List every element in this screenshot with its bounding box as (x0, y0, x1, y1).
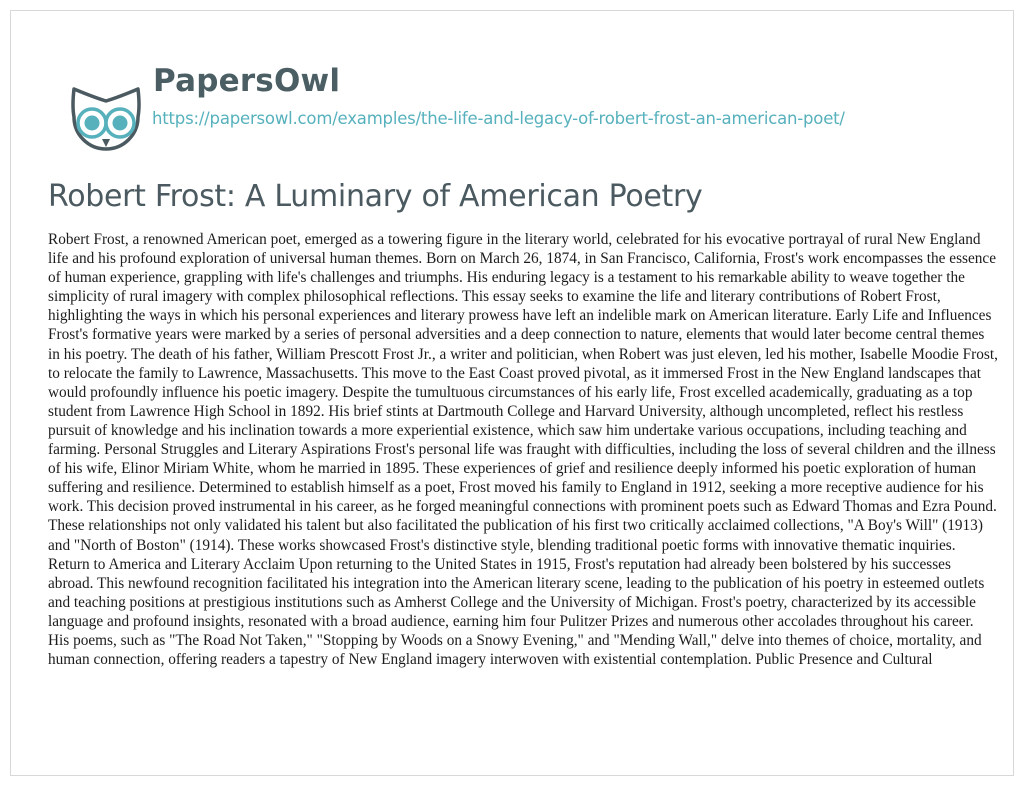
owl-icon (61, 71, 151, 161)
source-url: https://papersowl.com/examples/the-life-and-legacy-of-robert-frost-an-american-poet/ (152, 109, 845, 128)
document-page (10, 10, 1014, 776)
brand-name: PapersOwl (153, 63, 341, 99)
page-title: Robert Frost: A Luminary of American Poetry (48, 179, 703, 214)
essay-body: Robert Frost, a renowned American poet, emerged as a towering figure in the literary world, celebrated for his evocative portrayal of rural New England life and his profound exploration of universal human themes. Born on March 26, 1874, in San Francisco, California, Frost's work encompasses the essence of human experience, grappling with life's challenges and triumphs. His enduring legacy is a testament to his remarkable ability to weave together the simplicity of rural imagery with complex philosophical reflections. This essay seeks to examine the life and literary contributions of Robert Frost, highlighting the ways in which his personal experiences and literary prowess have left an indelible mark on American literature. Early Life and Influences Frost's formative years were marked by a series of personal adversities and a deep connection to nature, elements that would later become central themes in his poetry. The death of his father, William Prescott Frost Jr., a writer and politician, when Robert was just eleven, led his mother, Isabelle Moodie Frost, to relocate the family to Lawrence, Massachusetts. This move to the East Coast proved pivotal, as it immersed Frost in the New England landscapes that would profoundly influence his poetic imagery. Despite the tumultuous circumstances of his early life, Frost excelled academically, graduating as a top student from Lawrence High School in 1892. His brief stints at Dartmouth College and Harvard University, although uncompleted, reflect his restless pursuit of knowledge and his inclination towards a more experiential existence, which saw him undertake various occupations, including teaching and farming. Personal Struggles and Literary Aspirations Frost's personal life was fraught with difficulties, including the loss of several children and the illness of his wife, Elinor Miriam White, whom he married in 1895. These experiences of grief and resilience deeply informed his poetic exploration of human suffering and resilience. Determined to establish himself as a poet, Frost moved his family to England in 1912, seeking a more receptive audience for his work. This decision proved instrumental in his career, as he forged meaningful connections with prominent poets such as Edward Thomas and Ezra Pound. These relationships not only validated his talent but also facilitated the publication of his first two critically acclaimed collections, "A Boy's Will" (1913) and "North of Boston" (1914). These works showcased Frost's distinctive style, blending traditional poetic forms with innovative thematic inquiries. Return to America and Literary Acclaim Upon returning to the United States in 1915, Frost's reputation had already been bolstered by his successes abroad. This newfound recognition facilitated his integration into the American literary scene, leading to the publication of his poetry in esteemed outlets and teaching positions at prestigious institutions such as Amherst College and the University of Michigan. Frost's poetry, characterized by its accessible language and profound insights, resonated with a broad audience, earning him four Pulitzer Prizes and numerous other accolades throughout his career. His poems, such as "The Road Not Taken," "Stopping by Woods on a Snowy Evening," and "Mending Wall," delve into themes of choice, mortality, and human connection, offering readers a tapestry of New England imagery interwoven with existential contemplation. Public Presence and Cultural (48, 231, 998, 669)
